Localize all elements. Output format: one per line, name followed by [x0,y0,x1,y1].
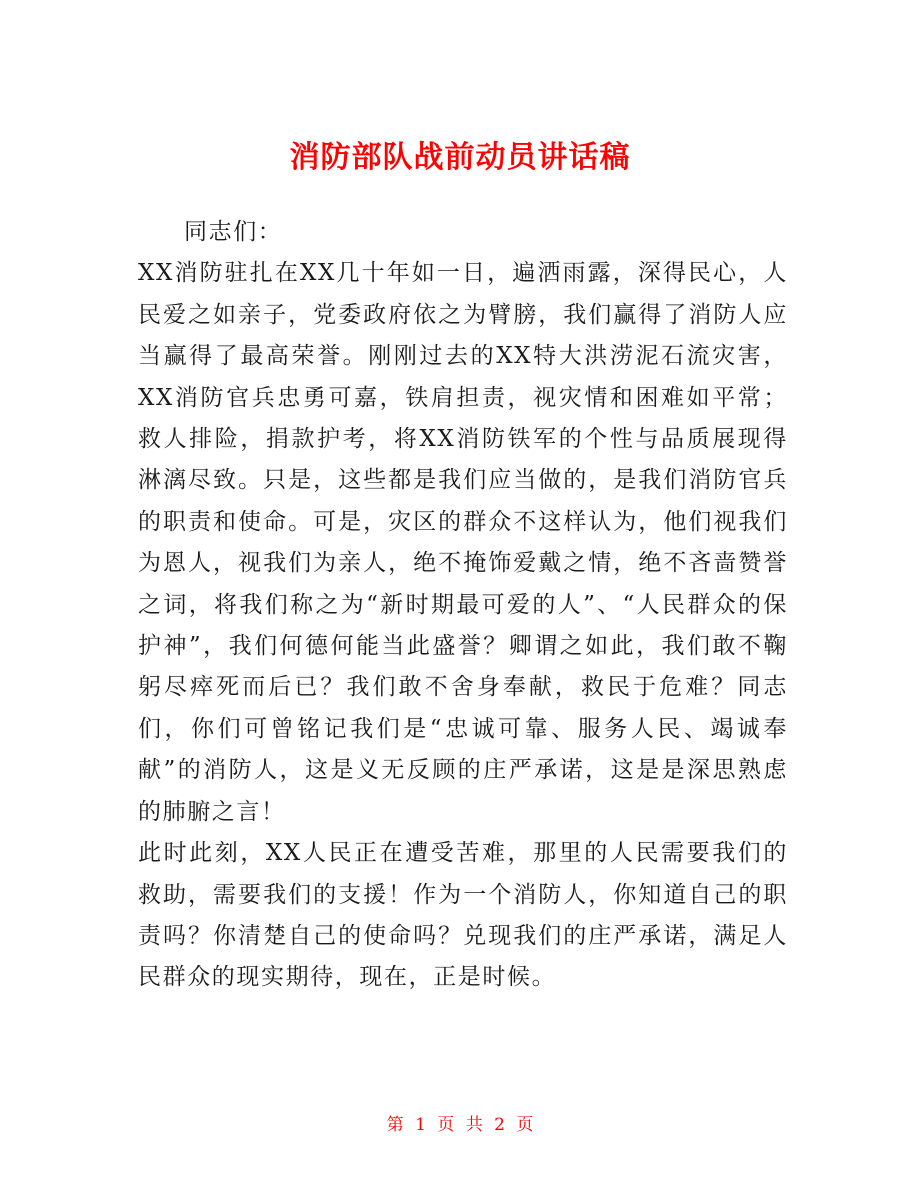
greeting: 同志们： [184,219,283,245]
document-title: 消防部队战前动员讲话稿 [289,140,631,176]
document-body [138,212,788,999]
page-footer: 第 1 页 共 2 页 [386,1115,534,1135]
paragraph-1: XX消防驻扎在XX几十年如一日，遍洒雨露，深得民心，人民爱之如亲子，党委政府依之为臂膀，我们赢得了消防人应当赢得了最高荣誉。刚刚过去的XX特大洪涝泥石流灾害，XX消防官兵忠勇可嘉，铁肩担责，视灾情和困难如平常；救人排险，捐款护考，将XX消防铁军的个性与品质展现得淋漓尽致。只是，这些都是我们应当做的，是我们消防官兵的职责和使命。可是，灾区的群众不这样认为，他们视我们为恩人，视我们为亲人，绝不掩饰爱戴之情，绝不吝啬赞誉之词，将我们称之为“新时期最可爱的人”、“人民群众的保护神”，我们何德何能当此盛誉？卿谓之如此，我们敢不鞠躬尽瘁死而后已？我们敢不舍身奉献，救民于危难？同志们，你们可曾铭记我们是“忠诚可靠、服务人民、竭诚奉献”的消防人，这是义无反顾的庄严承诺，这是是深思熟虑的肺腑之言！ [138,260,788,825]
paragraph-2: 此时此刻，XX人民正在遭受苦难，那里的人民需要我们的救助，需要我们的支援！作为一个消防人，你知道自己的职责吗？你清楚自己的使命吗？兑现我们的庄严承诺，满足人民群众的现实期待，现在，正是时候。 [138,840,788,991]
